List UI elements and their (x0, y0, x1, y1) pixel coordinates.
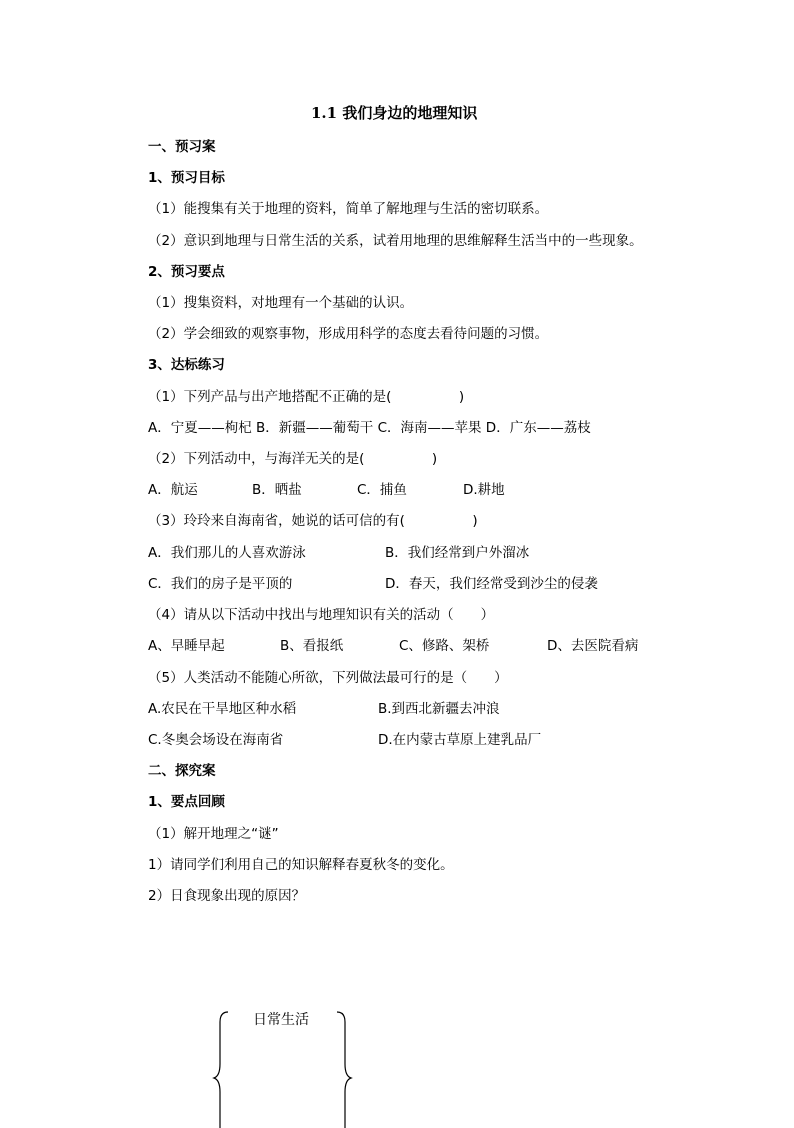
question-5-option-d: D.在内蒙古草原上建乳品厂 (378, 732, 542, 748)
question-3-option-a: A．我们那儿的人喜欢游泳 (148, 545, 306, 561)
review-item-1: （1）解开地理之“谜” (148, 826, 279, 842)
question-5-option-a: A.农民在干旱地区种水稻 (148, 701, 297, 717)
question-5-option-b: B.到西北新疆去冲浪 (378, 701, 500, 717)
right-brace (333, 1008, 353, 1128)
subheading-points: 2、预习要点 (148, 264, 225, 280)
question-3: （3）玲玲来自海南省，她说的话可信的有( ) (148, 513, 478, 529)
question-2-option-d: D.耕地 (463, 482, 505, 498)
subheading-exercises: 3、达标练习 (148, 357, 225, 373)
question-4-option-c: C、修路、架桥 (399, 638, 490, 654)
goal-2: （2）意识到地理与日常生活的关系，试着用地理的思维解释生活当中的一些现象。 (148, 233, 643, 249)
question-3-option-c: C．我们的房子是平顶的 (148, 576, 293, 592)
question-2-option-c: C．捕鱼 (357, 482, 407, 498)
subheading-review: 1、要点回顾 (148, 794, 225, 810)
question-1: （1）下列产品与出产地搭配不正确的是( ) (148, 389, 465, 405)
review-item-1-1: 1）请同学们利用自己的知识解释春夏秋冬的变化。 (148, 857, 454, 873)
left-brace (212, 1008, 232, 1128)
question-3-option-d: D．春天，我们经常受到沙尘的侵袭 (385, 576, 598, 592)
diagram-label: 日常生活 (253, 1012, 309, 1028)
question-5-option-c: C.冬奥会场设在海南省 (148, 732, 284, 748)
point-1: （1）搜集资料，对地理有一个基础的认识。 (148, 295, 414, 311)
question-4-option-a: A、早睡早起 (148, 638, 225, 654)
goal-1: （1）能搜集有关于地理的资料，简单了解地理与生活的密切联系。 (148, 201, 549, 217)
section-heading-explore: 二、探究案 (148, 763, 216, 779)
question-2: （2）下列活动中，与海洋无关的是( ) (148, 451, 438, 467)
question-2-option-b: B．晒盐 (252, 482, 302, 498)
question-2-option-a: A．航运 (148, 482, 198, 498)
point-2: （2）学会细致的观察事物，形成用科学的态度去看待问题的习惯。 (148, 326, 549, 342)
question-1-options: A．宁夏——枸杞 B．新疆——葡萄干 C．海南——苹果 D．广东——荔枝 (148, 420, 591, 436)
question-3-option-b: B．我们经常到户外溜冰 (385, 545, 530, 561)
question-4-option-d: D、去医院看病 (547, 638, 639, 654)
page-title: 1.1 我们身边的地理知识 (311, 104, 478, 122)
subheading-goals: 1、预习目标 (148, 170, 225, 186)
question-4: （4）请从以下活动中找出与地理知识有关的活动（ ） (148, 607, 495, 623)
question-5: （5）人类活动不能随心所欲，下列做法最可行的是（ ） (148, 670, 508, 686)
review-item-1-2: 2）日食现象出现的原因？ (148, 888, 306, 904)
section-heading-preview: 一、预习案 (148, 139, 216, 155)
question-4-option-b: B、看报纸 (280, 638, 344, 654)
